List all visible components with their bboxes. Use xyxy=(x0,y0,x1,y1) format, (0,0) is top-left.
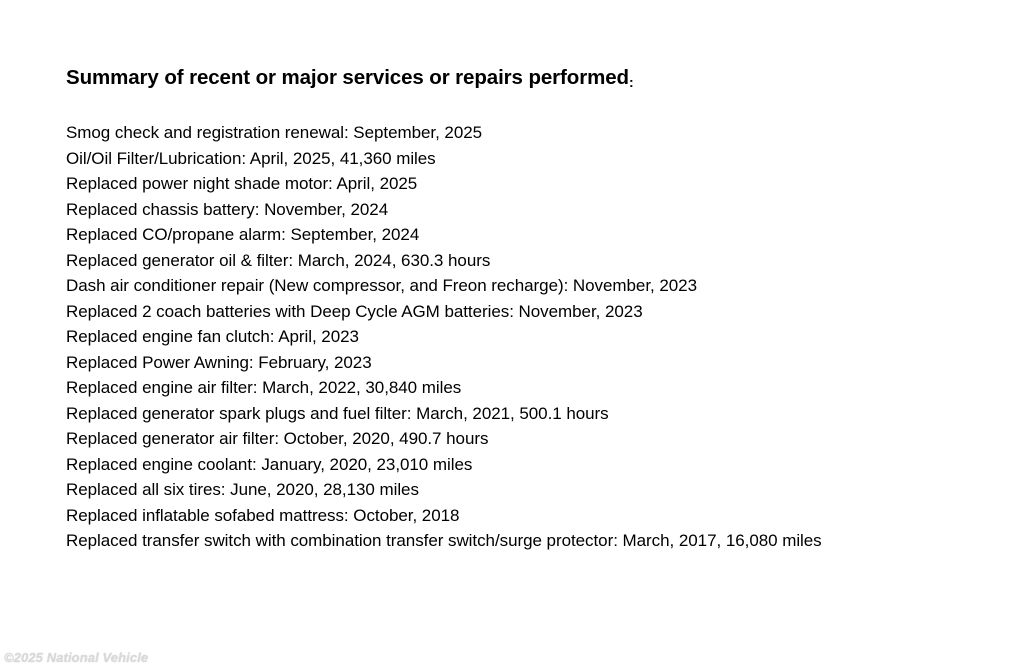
service-item: Replaced generator air filter: October, 2020, 490.7 hours xyxy=(66,429,489,448)
service-item: Replaced generator spark plugs and fuel filter: March, 2021, 500.1 hours xyxy=(66,403,609,423)
service-item: Replaced 2 coach batteries with Deep Cycle AGM batteries: November, 2023 xyxy=(66,301,643,321)
service-summary-document xyxy=(66,62,1006,554)
service-item: Oil/Oil Filter/Lubrication: April, 2025, 41,360 miles xyxy=(66,148,436,168)
service-item: Replaced all six tires: June, 2020, 28,130 miles xyxy=(66,480,419,499)
service-item: Replaced chassis battery: November, 2024 xyxy=(66,199,389,219)
service-item: Dash air conditioner repair (New compressor, and Freon recharge): November, 2023 xyxy=(66,276,697,295)
service-item: Smog check and registration renewal: September, 2025 xyxy=(66,123,483,142)
service-item: Replaced engine fan clutch: April, 2023 xyxy=(66,327,359,346)
title-text: Summary of recent or major services or repairs performed xyxy=(66,66,629,89)
service-item: Replaced generator oil & filter: March, 2024, 630.3 hours xyxy=(66,250,491,270)
service-item: Replaced Power Awning: February, 2023 xyxy=(66,352,372,372)
service-item: Replaced inflatable sofabed mattress: October, 2018 xyxy=(66,505,460,525)
service-item: Replaced engine air filter: March, 2022, 30,840 miles xyxy=(66,378,462,397)
service-item: Replaced CO/propane alarm: September, 2024 xyxy=(66,225,420,244)
title-colon: : xyxy=(628,74,634,90)
service-item: Replaced engine coolant: January, 2020, 23,010 miles xyxy=(66,454,473,474)
copyright-watermark: ©2025 National Vehicle xyxy=(4,650,149,665)
service-item: Replaced transfer switch with combination transfer switch/surge protector: March, 2017, 16,080 miles xyxy=(66,531,822,550)
service-item: Replaced power night shade motor: April, 2025 xyxy=(66,174,418,193)
service-list xyxy=(66,120,1006,554)
page-title xyxy=(66,62,1006,98)
